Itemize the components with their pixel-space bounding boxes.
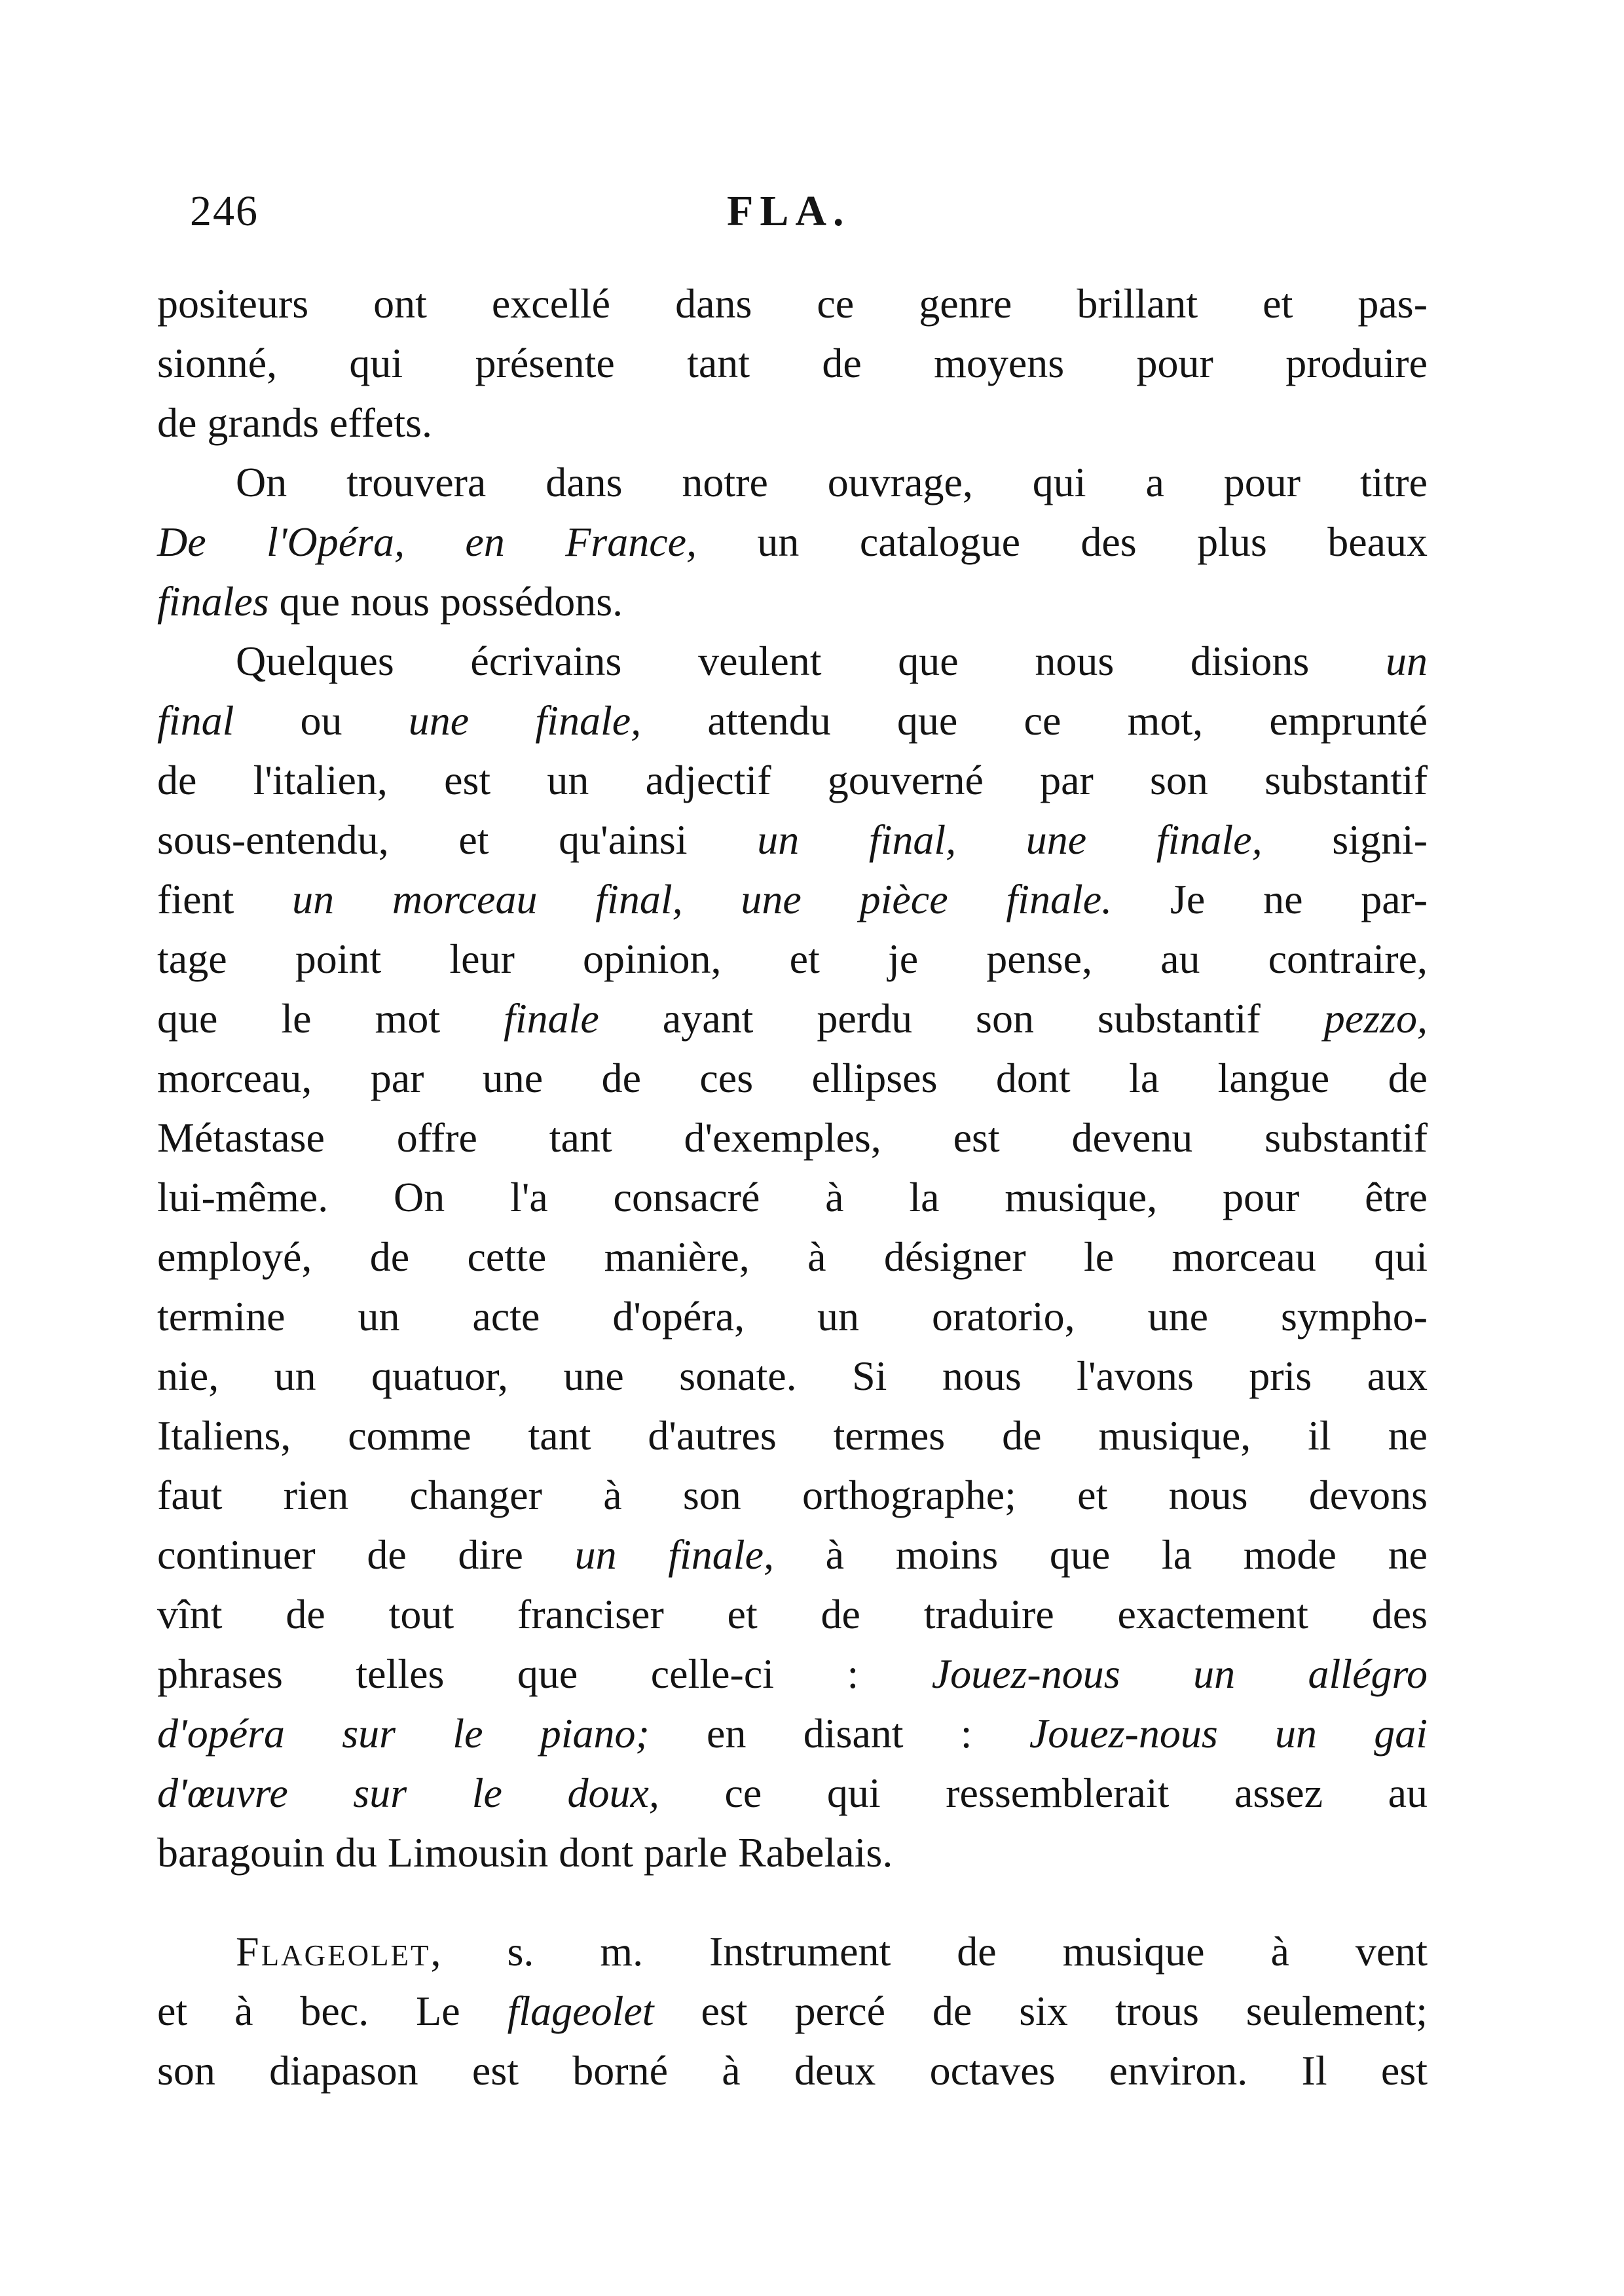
italic-text: Jouez-nous un gai — [1029, 1710, 1428, 1757]
italic-text: une finale, — [408, 697, 642, 744]
text-line — [157, 572, 1428, 631]
text-segment: positeurs ont excellé dans ce genre brillant et pas- — [157, 280, 1428, 327]
italic-text: d'opéra sur le piano; — [157, 1710, 650, 1757]
text-line — [157, 1584, 1428, 1644]
italic-text: final — [157, 697, 234, 744]
text-line — [157, 810, 1428, 869]
text-segment: de grands effets. — [157, 399, 432, 446]
text-segment: Je ne par- — [1112, 876, 1428, 922]
text-segment: Métastase offre tant d'exemples, est devenu substantif — [157, 1114, 1428, 1161]
text-segment: morceau, par une de ces ellipses dont la langue de — [157, 1055, 1428, 1101]
text-segment: employé, de cette manière, à désigner le morceau qui — [157, 1233, 1428, 1280]
text-segment: de l'italien, est un adjectif gouverné par son substantif — [157, 757, 1428, 803]
page-number: 246 — [190, 187, 259, 235]
section-header: FLA. — [727, 187, 851, 235]
text-line — [157, 929, 1428, 989]
text-segment: Italiens, comme tant d'autres termes de musique, il ne — [157, 1412, 1428, 1459]
text-line — [157, 1286, 1428, 1346]
text-segment: ou — [234, 697, 409, 744]
text-line — [157, 1525, 1428, 1584]
text-line — [157, 1167, 1428, 1227]
text-segment: sionné, qui présente tant de moyens pour produire — [157, 340, 1428, 386]
italic-text: un morceau final, une pièce finale. — [292, 876, 1113, 922]
text-line — [157, 1465, 1428, 1525]
text-line — [157, 1763, 1428, 1823]
text-segment: vînt de tout franciser et de traduire exactement des — [157, 1591, 1428, 1637]
text-line — [157, 393, 1428, 452]
body-text — [157, 274, 1428, 2100]
running-head — [190, 187, 1421, 239]
text-segment: Quelques écrivains veulent que nous disions — [236, 638, 1386, 684]
text-line — [157, 333, 1428, 393]
text-line — [157, 1227, 1428, 1286]
text-segment: lui-même. On l'a consacré à la musique, pour être — [157, 1174, 1428, 1220]
text-segment: à moins que la mode ne — [774, 1531, 1428, 1578]
text-line — [157, 2041, 1428, 2100]
italic-text: un — [1386, 638, 1428, 684]
text-line — [157, 1981, 1428, 2041]
text-segment: attendu que ce mot, emprunté — [641, 697, 1428, 744]
text-line — [157, 1704, 1428, 1763]
text-line — [157, 989, 1428, 1048]
text-line — [157, 1048, 1428, 1108]
text-line — [157, 274, 1428, 333]
italic-text: finales — [157, 578, 269, 625]
text-segment: son diapason est borné à deux octaves environ. Il est — [157, 2047, 1428, 2094]
text-segment: tage point leur opinion, et je pense, au contraire, — [157, 936, 1428, 982]
text-segment: et à bec. Le — [157, 1988, 507, 2034]
italic-text: De l'Opéra, en France, — [157, 519, 697, 565]
text-segment: termine un acte d'opéra, un oratorio, une sympho- — [157, 1293, 1428, 1339]
italic-text: un final, une finale, — [757, 816, 1263, 863]
text-segment: ce qui ressemblerait assez au — [659, 1770, 1428, 1816]
text-segment: , s. m. Instrument de musique à vent — [430, 1928, 1428, 1975]
text-line — [157, 452, 1428, 512]
text-line — [157, 869, 1428, 929]
text-line — [157, 750, 1428, 810]
text-segment: est percé de six trous seulement; — [654, 1988, 1428, 2034]
text-segment: On trouvera dans notre ouvrage, qui a pour titre — [236, 459, 1428, 505]
text-line — [157, 512, 1428, 572]
text-line — [157, 631, 1428, 691]
text-line — [157, 1644, 1428, 1704]
paragraph-gap — [157, 1882, 1428, 1922]
text-segment: sous-entendu, et qu'ainsi — [157, 816, 758, 863]
text-segment: signi- — [1262, 816, 1428, 863]
text-segment: en disant : — [649, 1710, 1029, 1757]
italic-text: d'œuvre sur le doux, — [157, 1770, 659, 1816]
text-segment: faut rien changer à son orthographe; et nous devons — [157, 1472, 1428, 1518]
italic-text: flageolet — [507, 1988, 654, 2034]
text-segment: que nous possédons. — [268, 578, 623, 625]
text-segment: un catalogue des plus beaux — [697, 519, 1428, 565]
text-line — [157, 1823, 1428, 1882]
italic-text: un finale, — [574, 1531, 774, 1578]
text-segment: ayant perdu son substantif — [599, 995, 1324, 1042]
text-line — [157, 1108, 1428, 1167]
text-segment: phrases telles que celle-ci : — [157, 1650, 932, 1697]
italic-text: Jouez-nous un allégro — [931, 1650, 1428, 1697]
text-segment: que le mot — [157, 995, 504, 1042]
italic-text: finale — [504, 995, 599, 1042]
text-line — [157, 691, 1428, 750]
entry-headword: Flageolet — [236, 1928, 431, 1975]
text-segment: continuer de dire — [157, 1531, 575, 1578]
text-line — [157, 1346, 1428, 1406]
text-line — [157, 1922, 1428, 1981]
italic-text: pezzo, — [1323, 995, 1428, 1042]
text-segment: baragouin du Limousin dont parle Rabelais. — [157, 1829, 893, 1876]
text-line — [157, 1406, 1428, 1465]
text-segment: nie, un quatuor, une sonate. Si nous l'avons pris aux — [157, 1353, 1428, 1399]
text-segment: fient — [157, 876, 293, 922]
